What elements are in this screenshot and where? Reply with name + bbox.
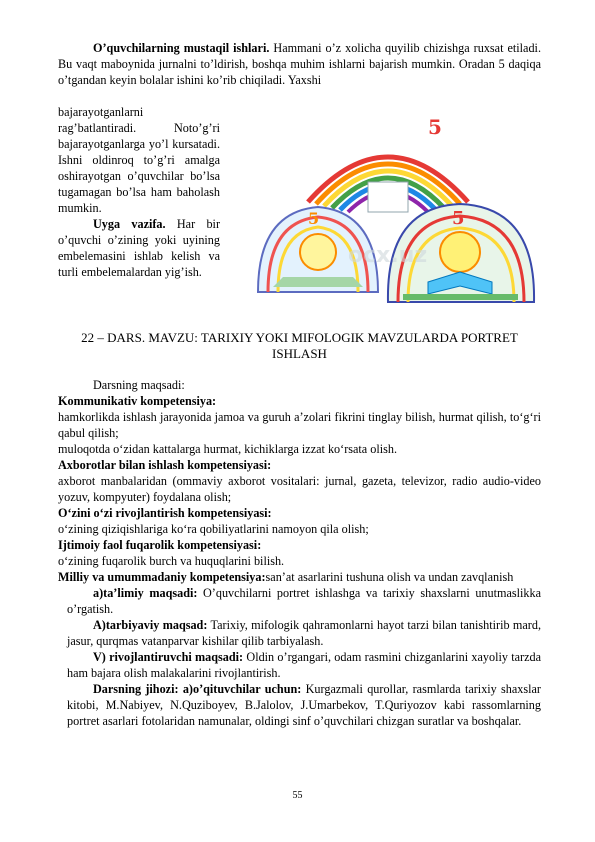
social-heading: Ijtimoiy faol fuqarolik kompetensiyasi: <box>58 538 262 552</box>
page-number: 55 <box>292 790 303 801</box>
emblem-drawings-figure <box>238 112 540 315</box>
self-text: o‘zining qiziqishlariga ko‘ra qobiliyatlarini namoyon qila olish; <box>58 522 369 536</box>
lesson-body <box>58 377 541 729</box>
national-text: san’at asarlarini tushuna olish va undan zavqlanish <box>265 570 514 584</box>
equip-bold: Darsning jihozi: a)o’qituvchilar uchun: <box>93 682 302 696</box>
homework-text: Har bir o’quvchi o’zining yoki uyining embelemasini ishlab kelish va turli embelemalardan yig’ish. <box>58 217 221 279</box>
homework-bold: Uyga vazifa. <box>93 217 166 231</box>
dev-text: Oldin o’rgangari, odam rasmini chizganlarini xayoliy tarzda ham bajara olish malakalarini rivojlantirish. <box>67 650 541 680</box>
number-5-left: 5 <box>308 209 320 228</box>
objective-heading: Darsning maqsadi: <box>93 378 185 392</box>
wrapped-text <box>58 104 220 280</box>
comm-text: hamkorlikda ishlash jarayonida jamoa va guruh a’zolari fikrini tinglay bilish, hurmat qilish, to‘g‘ri qabul qilish; <box>58 410 541 440</box>
equip-text: Kurgazmali qurollar, rasmlarda tarixiy shaxslar kitobi, M.Nabiyev, N.Quziboyev, B.Jalolov, J.Umarbekov, T.Quriyozov kabi rassomlarning portret asarlari fotolaridan namunalar, oldingi sinf o’quvchilari chizgan suratlar va boshqalar. <box>67 682 541 728</box>
social-text: o‘zining fuqarolik burch va huquqlarini bilish. <box>58 554 285 568</box>
watermark: ocx.uz <box>348 243 428 268</box>
intro-text: Hammani o’z xolicha quyilib chizishga ruxsat etiladi. Bu vaqt maboynida jurnalni to’ldirish, boshqa muhim ishlarni bajarish mumkin. Oradan 5 daqiqa o’tgandan keyin bolalar ishini ko’rib chiqiladi. Yaxshi <box>58 41 541 87</box>
info-heading: Axborotlar bilan ishlash kompetensiyasi: <box>58 458 272 472</box>
intro-paragraph <box>58 40 541 88</box>
info-text: axborot manbalaridan (ommaviy axborot vositalari: jurnal, gazeta, televizor, radio audio-video yozuv, kompyuter) foydalana olish; <box>58 474 541 504</box>
self-heading: O‘zini o‘zi rivojlantirish kompetensiyasi: <box>58 506 272 520</box>
number-5-top: 5 <box>428 115 442 139</box>
intro-bold: O’quvchilarning mustaqil ishlari. <box>93 41 270 55</box>
upb-bold: A)tarbiyaviy maqsad: <box>93 618 208 632</box>
number-5-right: 5 <box>452 208 465 229</box>
lesson-title: 22 – DARS. MAVZU: TARIXIY YOKI MIFOLOGIK MAVZULARDA PORTRET ISHLASH <box>81 330 518 361</box>
edu-text: O’quvchilarni portret ishlashga va tarixiy shaxslarni unutmaslikka o’rgatish. <box>67 586 541 616</box>
dev-bold: V) rivojlantiruvchi maqsadi: <box>93 650 244 664</box>
edu-bold: a)ta’limiy maqsadi: <box>93 586 198 600</box>
comm-text-2: muloqotda o‘zidan kattalarga hurmat, kichiklarga izzat ko‘rsata olish. <box>58 442 397 456</box>
national-heading: Milliy va umummadaniy kompetensiya: <box>58 570 266 584</box>
upb-text: Tarixiy, mifologik qahramonlarni hayot tarzi bilan tanishtirib mard, jasur, qurqmas vatanparvar kishilar qilib tarbiyalash. <box>67 618 541 648</box>
comm-heading: Kommunikativ kompetensiya: <box>58 394 217 408</box>
wrap-paragraph: bajarayotganlarni rag’batlantiradi. Noto’g’ri bajarayotganlarga yo’l kursatadi. Ishni oldinroq to’g’ri amalga oshirayotgan o’quvchilar bo’lsa tugamagan bo’lsa ham baholash mumkin. <box>58 105 220 215</box>
